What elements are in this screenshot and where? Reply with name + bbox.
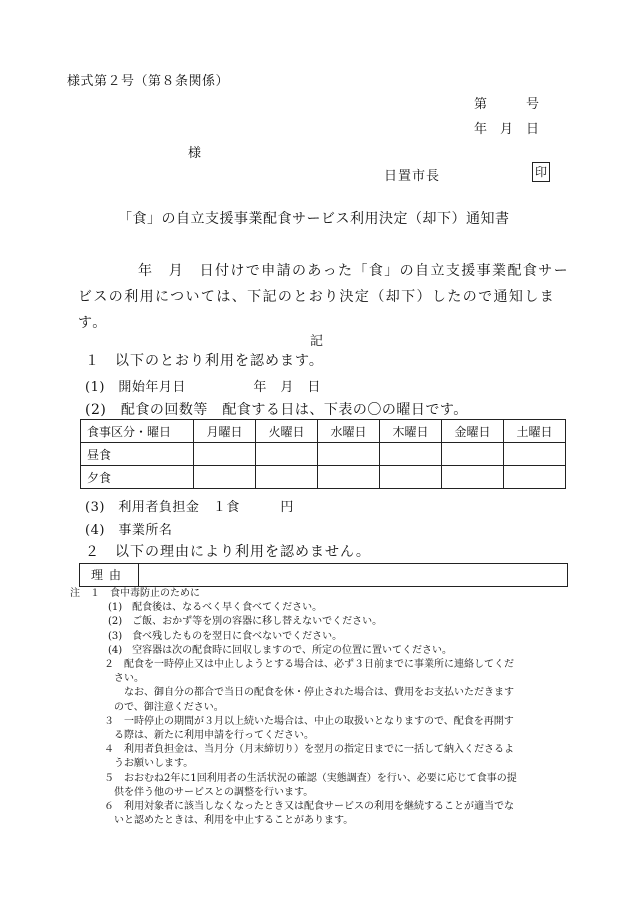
table-cell: [194, 443, 256, 466]
note-sub-item: (2) ご飯、おかず等を別の容器に移し替えないでください。: [108, 616, 383, 628]
notice-body: [78, 258, 578, 336]
form-label: 様式第２号（第８条関係）: [67, 74, 230, 89]
start-date-line: (1) 開始年月日 年 月 日: [85, 380, 321, 395]
table-cell: [504, 466, 566, 489]
note-item-6: ６ 利用対象者に該当しなくなったとき又は配食サービスの利用を継続することが適当でな: [104, 801, 514, 813]
document-date: 年 月 日: [474, 122, 540, 137]
table-header-row: [81, 420, 566, 443]
reason-box: [79, 563, 568, 587]
note-item-2-cont: なお、御自分の都合で当日の配食を休・停止された場合は、費用をお支払いただきます: [124, 687, 514, 699]
note-heading: 注 １ 食中毒防止のために: [70, 588, 200, 599]
note-item-5: ５ おおむね2年に1回利用者の生活状況の確認（実態調査）を行い、必要に応じて食事の提: [104, 772, 517, 784]
meal-schedule-table: [80, 419, 566, 489]
note-item-2: ２ 配食を一時停止又は中止しようとする場合は、必ず３日前までに事業所に連絡してくだ: [104, 659, 514, 671]
table-cell: [318, 466, 380, 489]
table-header-cell: 水曜日: [318, 420, 380, 443]
table-header-cell: 金曜日: [442, 420, 504, 443]
note-item-2-cont: ので、御注意ください。: [114, 701, 224, 713]
issuer: 日置市長: [384, 169, 441, 184]
note-item-2-cont: さい。: [114, 673, 144, 685]
table-cell: [380, 443, 442, 466]
addressee: 様: [188, 146, 202, 161]
table-cell: [318, 443, 380, 466]
note-item-5-cont: 供を伴う他のサービスとの調整を行います。: [114, 786, 314, 798]
table-cell: [442, 466, 504, 489]
ki-heading: 記: [310, 334, 324, 349]
note-item-3: ３ 一時停止の期間が３月以上続いた場合は、中止の取扱いとなりますので、配食を再開す: [104, 715, 514, 727]
document-number: 第 号: [474, 97, 540, 112]
table-cell: [504, 443, 566, 466]
table-cell: [256, 466, 318, 489]
note-sub-item: (1) 配食後は、なるべく早く食べてください。: [108, 602, 323, 614]
table-header-cell: 食事区分・曜日: [81, 420, 194, 443]
user-burden-line: (3) 利用者負担金 １食 円: [85, 500, 294, 515]
note-sub-item: (4) 空容器は次の配食時に回収しますので、所定の位置に置いてください。: [108, 644, 452, 656]
table-header-cell: 月曜日: [194, 420, 256, 443]
reason-label: 理由: [80, 564, 139, 586]
table-cell: [256, 443, 318, 466]
section1-heading: １ 以下のとおり利用を認めます。: [85, 353, 324, 369]
provider-name-line: (4) 事業所名: [85, 523, 173, 538]
meal-count-line: (2) 配食の回数等 配食する日は、下表の〇の曜日です。: [85, 402, 468, 418]
body-line-2: ビスの利用については、下記のとおり決定（却下）したので通知します。: [78, 289, 556, 331]
note-sub-item: (3) 食べ残したものを翌日に食べないでください。: [108, 630, 343, 642]
note-item-3-cont: る際は、新たに利用申請を行ってください。: [114, 730, 314, 742]
table-cell: [442, 443, 504, 466]
seal-mark: 印: [532, 162, 550, 182]
table-header-cell: 土曜日: [504, 420, 566, 443]
table-cell: [380, 466, 442, 489]
row-label: 夕食: [81, 466, 194, 489]
table-header-cell: 木曜日: [380, 420, 442, 443]
note-item-4: ４ 利用者負担金は、当月分（月末締切り）を翌月の指定日までに一括して納入くださるよ: [104, 744, 514, 756]
note-item-6-cont: いと認めたときは、利用を中止することがあります。: [114, 815, 354, 827]
table-row: [81, 443, 566, 466]
section2-heading: ２ 以下の理由により利用を認めません。: [85, 544, 371, 560]
row-label: 昼食: [81, 443, 194, 466]
body-line-1: 年 月 日付けで申請のあった「食」の自立支援事業配食サー: [138, 263, 570, 279]
table-cell: [194, 466, 256, 489]
notes-section: [70, 587, 578, 828]
table-row: [81, 466, 566, 489]
document-title: 「食」の自立支援事業配食サービス利用決定（却下）通知書: [118, 211, 510, 227]
note-item-4-cont: うお願いします。: [114, 758, 194, 770]
table-header-cell: 火曜日: [256, 420, 318, 443]
